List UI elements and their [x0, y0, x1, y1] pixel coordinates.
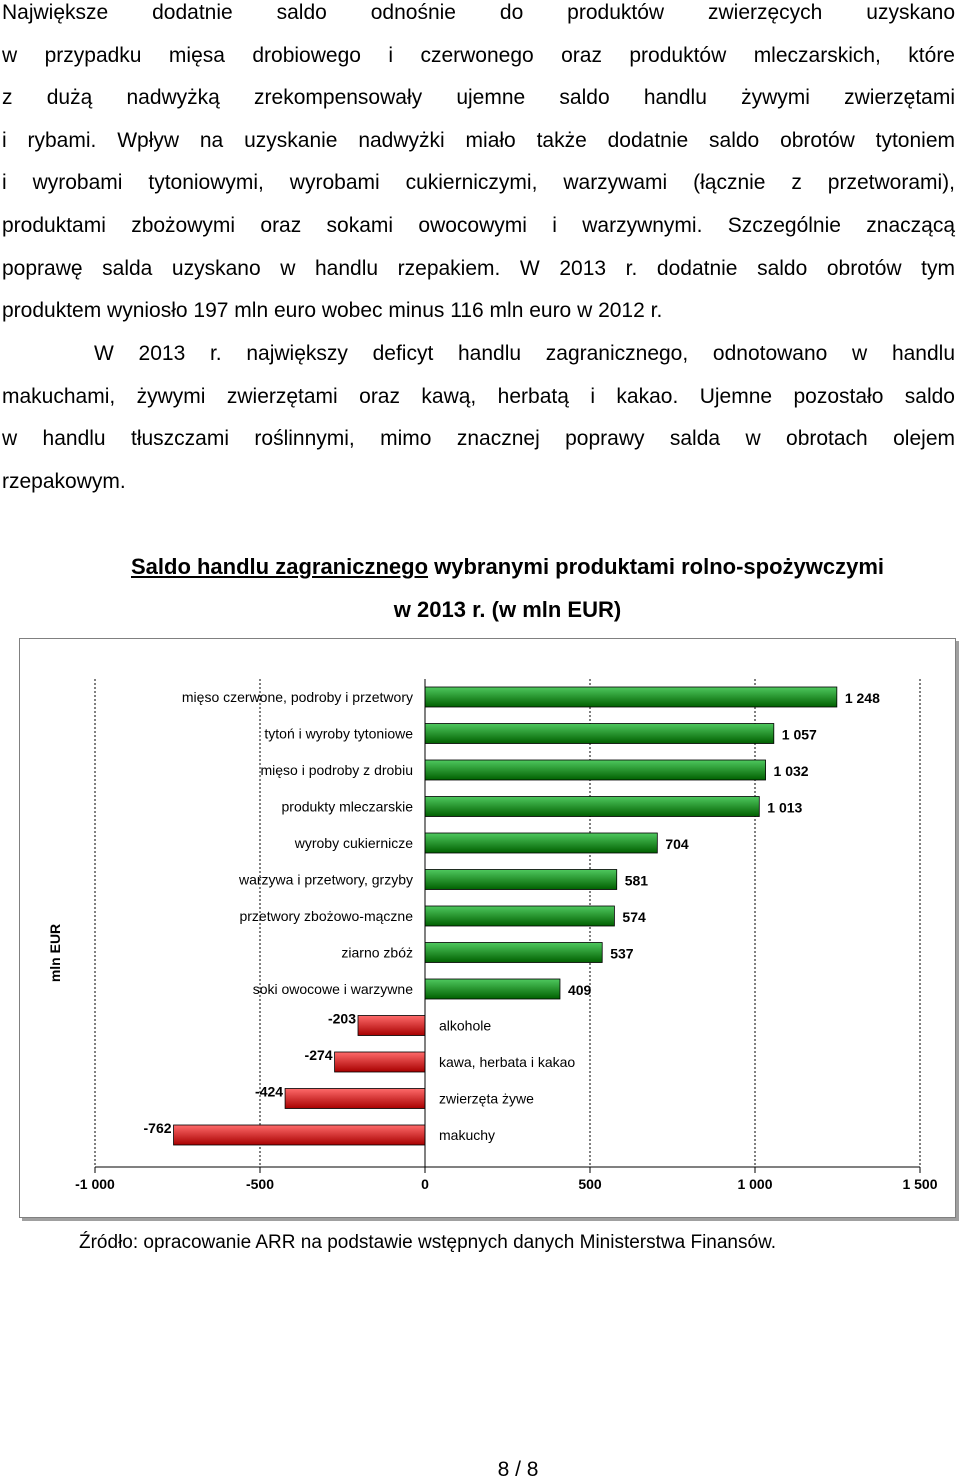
source-note: Źródło: opracowanie ARR na podstawie wstępnych danych Ministerstwa Finansów. [79, 1232, 777, 1253]
text-line: W 2013 r. największy deficyt handlu zagranicznego, odnotowano w handlu [94, 342, 955, 365]
category-label: tytoń i wyroby tytoniowe [264, 725, 413, 742]
data-label: -762 [143, 1120, 172, 1136]
data-label: -424 [255, 1083, 284, 1100]
paragraph-1 [2, 0, 955, 333]
text-line: z dużą nadwyżką zrekompensowały ujemne saldo handlu żywymi zwierzętami [2, 86, 955, 110]
data-label: 581 [624, 872, 649, 889]
text-line: produktami zbożowymi oraz sokami owocowymi i warzywnymi. Szczególnie znaczącą [2, 213, 955, 237]
bar [174, 1125, 425, 1145]
text-line: w handlu tłuszczami roślinnymi, mimo znacznej poprawy salda w obrotach olejem [2, 427, 955, 451]
category-label: mięso czerwone, podroby i przetwory [181, 689, 413, 705]
text-line: rzepakowym. [2, 469, 126, 493]
y-axis-label: mln EUR [47, 923, 63, 983]
category-label: alkohole [439, 1017, 492, 1034]
category-label: makuchy [439, 1127, 496, 1143]
paragraph-2 [2, 333, 955, 503]
category-label: ziarno zbóż [341, 944, 413, 961]
category-label: soki owocowe i warzywne [252, 981, 413, 997]
x-tick-label: 1 000 [737, 1176, 773, 1192]
data-label: 537 [610, 945, 634, 962]
bar [425, 797, 759, 817]
text-line: poprawę salda uzyskano w handlu rzepakiem. W 2013 r. dodatnie saldo obrotów tym [2, 256, 955, 280]
bar [335, 1052, 425, 1072]
data-label: -203 [327, 1010, 357, 1027]
category-label: wyroby cukiernicze [294, 835, 413, 851]
data-label: 574 [622, 909, 646, 925]
data-label: 409 [567, 982, 592, 998]
x-tick-label: -1 000 [75, 1176, 115, 1192]
x-tick-label: 1 500 [902, 1176, 938, 1192]
bar [425, 760, 766, 780]
text-line: Największe dodatnie saldo odnośnie do produktów zwierzęcych uzyskano [2, 1, 955, 24]
bar [285, 1089, 425, 1109]
chart-title-underlined: Saldo handlu zagranicznego [130, 554, 429, 579]
category-label: produkty mleczarskie [281, 798, 413, 815]
text-line: produktem wyniosło 197 mln euro wobec minus 116 mln euro w 2012 r. [2, 299, 663, 323]
text-line: makuchami, żywymi zwierzętami oraz kawą, herbatą i kakao. Ujemne pozostało saldo [2, 384, 955, 408]
bar [425, 724, 774, 744]
category-label: zwierzęta żywe [439, 1090, 534, 1107]
chart-title-rest: wybranymi produktami rolno-spożywczymi [428, 554, 885, 579]
bar [425, 870, 617, 890]
bar [425, 979, 560, 999]
bar [425, 943, 602, 963]
page-number: 8 / 8 [497, 1458, 539, 1481]
category-label: warzywa i przetwory, grzyby [238, 871, 413, 888]
bar-chart [20, 639, 957, 1219]
category-label: mięso i podroby z drobiu [260, 762, 413, 778]
chart-frame [19, 638, 956, 1218]
x-tick-label: -500 [245, 1176, 275, 1192]
bar [358, 1016, 425, 1036]
text-line: i wyrobami tytoniowymi, wyrobami cukierniczymi, warzywami (łącznie z przetworami), [2, 171, 955, 195]
data-label: -274 [304, 1047, 333, 1063]
chart-title-line-1 [0, 554, 960, 580]
category-label: kawa, herbata i kakao [439, 1054, 576, 1070]
chart-title-line-2: w 2013 r. (w mln EUR) [393, 597, 622, 622]
bar [425, 833, 657, 853]
x-tick-label: 0 [421, 1176, 429, 1192]
bar [425, 906, 614, 926]
category-label: przetwory zbożowo-mączne [239, 908, 413, 924]
text-line: i rybami. Wpływ na uzyskanie nadwyżki miało także dodatnie saldo obrotów tytoniem [2, 128, 955, 152]
bar [425, 687, 837, 707]
x-tick-label: 500 [578, 1176, 602, 1192]
text-line: w przypadku mięsa drobiowego i czerwonego oraz produktów mleczarskich, które [2, 43, 955, 67]
data-label: 704 [665, 836, 689, 852]
data-label: 1 248 [844, 690, 880, 706]
data-label: 1 032 [773, 763, 809, 779]
data-label: 1 057 [781, 726, 817, 743]
data-label: 1 013 [767, 799, 803, 816]
